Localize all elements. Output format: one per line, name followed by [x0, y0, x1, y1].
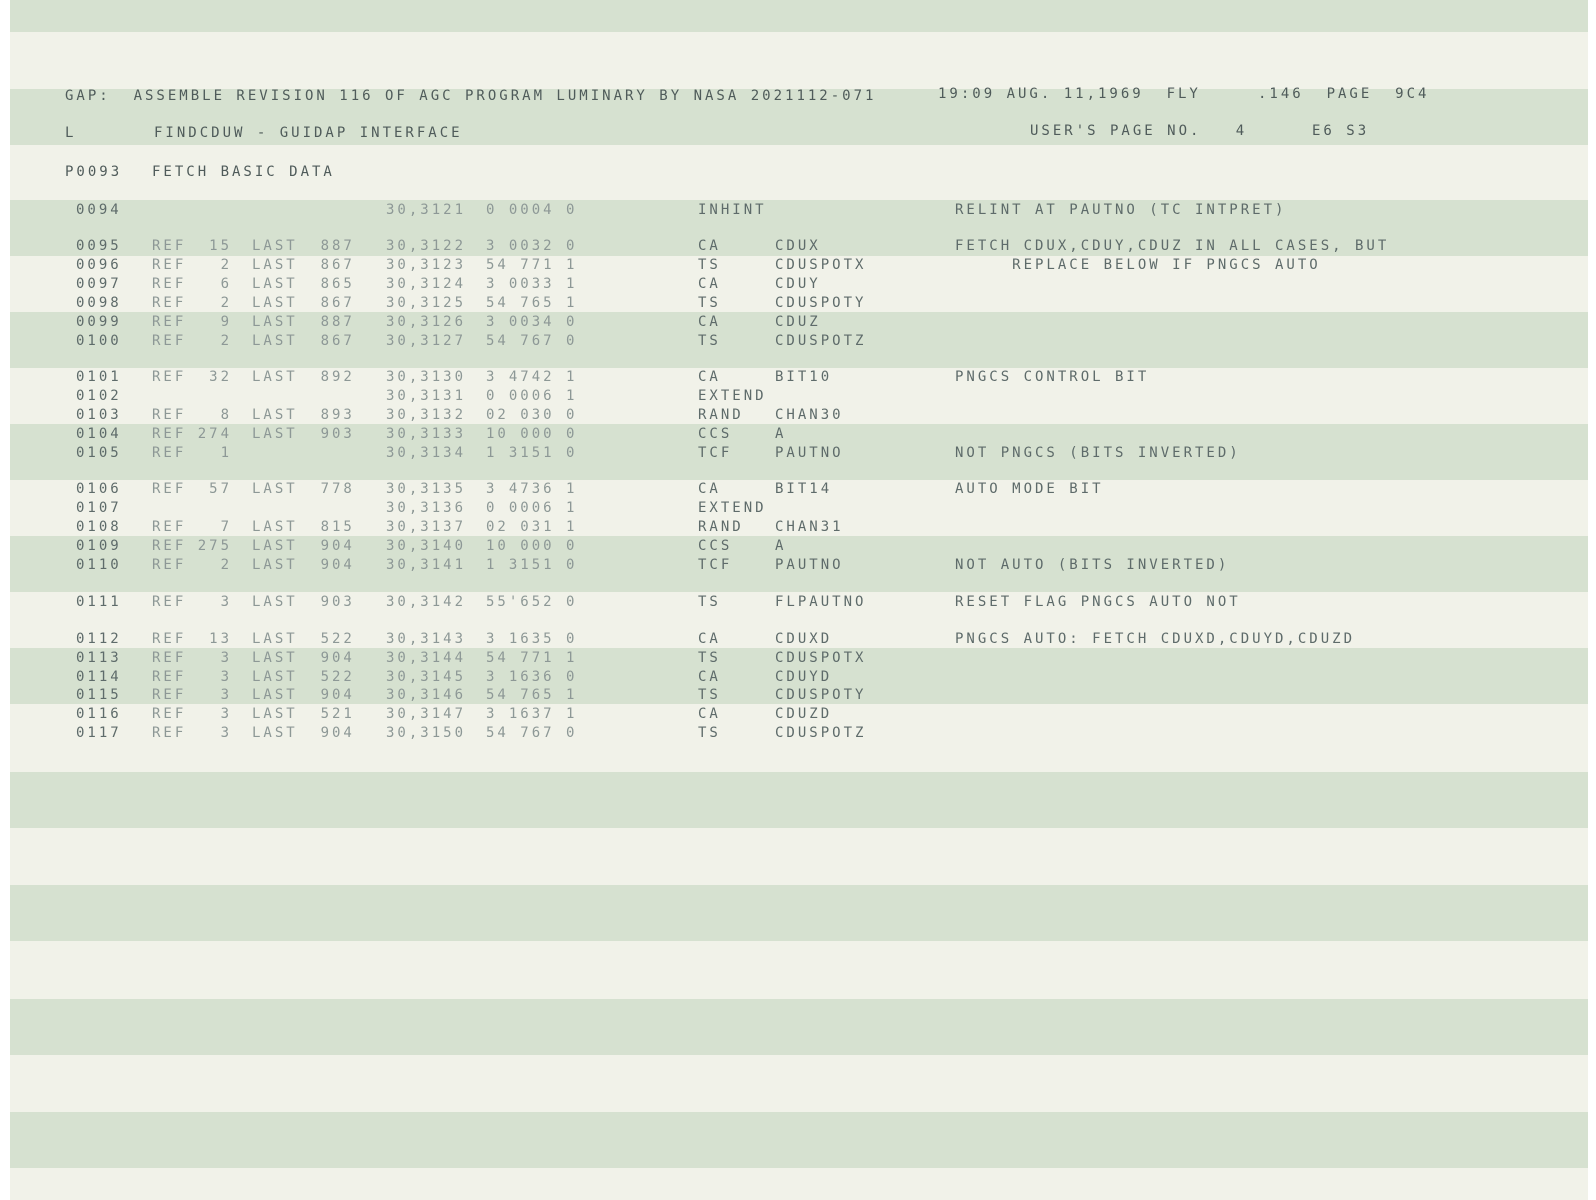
octal-word: 3 4736 1	[486, 481, 578, 497]
operand: CDUXD	[775, 631, 833, 647]
line-number: 0104	[76, 426, 122, 442]
octal-word: 54 771 1	[486, 257, 578, 273]
octal-word: 02 031 1	[486, 519, 578, 535]
ref-count: REF 274	[152, 426, 233, 442]
page-code: E6 S3	[1312, 123, 1370, 139]
address: 30,3134	[386, 445, 467, 461]
assembly-header: GAP: ASSEMBLE REVISION 116 OF AGC PROGRAM LUMINARY BY NASA 2021112-071	[65, 88, 877, 104]
octal-word: 0 0004 0	[486, 202, 578, 218]
opcode: INHINT	[698, 202, 767, 218]
users-page-number: USER'S PAGE NO. 4	[1030, 123, 1248, 139]
opcode: TS	[698, 650, 721, 666]
section-number: P0093	[65, 164, 123, 180]
operand: CDUYD	[775, 669, 833, 685]
line-number: 0100	[76, 333, 122, 349]
operand: CHAN30	[775, 407, 844, 423]
line-number: 0098	[76, 295, 122, 311]
comment: REPLACE BELOW IF PNGCS AUTO	[955, 257, 1321, 273]
operand: PAUTNO	[775, 557, 844, 573]
octal-word: 55'652 0	[486, 594, 578, 610]
ref-count: REF 1	[152, 445, 233, 461]
opcode: CA	[698, 669, 721, 685]
opcode: RAND	[698, 407, 744, 423]
section-title: FETCH BASIC DATA	[152, 164, 335, 180]
last-ref: LAST 778	[252, 481, 355, 497]
octal-word: 0 0006 1	[486, 500, 578, 516]
opcode: RAND	[698, 519, 744, 535]
ref-count: REF 3	[152, 650, 233, 666]
address: 30,3132	[386, 407, 467, 423]
opcode: TCF	[698, 445, 733, 461]
octal-word: 54 771 1	[486, 650, 578, 666]
address: 30,3140	[386, 538, 467, 554]
last-ref: LAST 903	[252, 594, 355, 610]
line-number: 0111	[76, 594, 122, 610]
last-ref: LAST 867	[252, 257, 355, 273]
octal-word: 3 0033 1	[486, 276, 578, 292]
line-number: 0113	[76, 650, 122, 666]
operand: FLPAUTNO	[775, 594, 867, 610]
comment: NOT AUTO (BITS INVERTED)	[955, 557, 1230, 573]
last-ref: LAST 904	[252, 650, 355, 666]
opcode: TS	[698, 687, 721, 703]
line-number: 0101	[76, 369, 122, 385]
opcode: CCS	[698, 538, 733, 554]
opcode: TCF	[698, 557, 733, 573]
octal-word: 54 767 0	[486, 333, 578, 349]
line-number: 0095	[76, 238, 122, 254]
address: 30,3133	[386, 426, 467, 442]
octal-word: 3 0032 0	[486, 238, 578, 254]
line-number: 0099	[76, 314, 122, 330]
operand: CDUZ	[775, 314, 821, 330]
last-ref: LAST 867	[252, 295, 355, 311]
ref-count: REF 32	[152, 369, 233, 385]
line-number: 0094	[76, 202, 122, 218]
opcode: CA	[698, 481, 721, 497]
line-number: 0114	[76, 669, 122, 685]
address: 30,3122	[386, 238, 467, 254]
comment: PNGCS AUTO: FETCH CDUXD,CDUYD,CDUZD	[955, 631, 1356, 647]
address: 30,3137	[386, 519, 467, 535]
line-number: 0117	[76, 725, 122, 741]
octal-word: 54 765 1	[486, 687, 578, 703]
ref-count: REF 6	[152, 276, 233, 292]
last-ref: LAST 904	[252, 725, 355, 741]
ref-count: REF 2	[152, 557, 233, 573]
address: 30,3147	[386, 706, 467, 722]
operand: BIT10	[775, 369, 833, 385]
octal-word: 3 4742 1	[486, 369, 578, 385]
opcode: CA	[698, 314, 721, 330]
line-number: 0105	[76, 445, 122, 461]
last-ref: LAST 522	[252, 669, 355, 685]
last-ref: LAST 904	[252, 557, 355, 573]
operand: A	[775, 538, 787, 554]
ref-count: REF 13	[152, 631, 233, 647]
line-number: 0097	[76, 276, 122, 292]
operand: CDUSPOTX	[775, 650, 867, 666]
comment: NOT PNGCS (BITS INVERTED)	[955, 445, 1241, 461]
ref-count: REF 2	[152, 333, 233, 349]
octal-word: 54 767 0	[486, 725, 578, 741]
last-ref: LAST 521	[252, 706, 355, 722]
comment: RESET FLAG PNGCS AUTO NOT	[955, 594, 1241, 610]
opcode: CCS	[698, 426, 733, 442]
ref-count: REF 2	[152, 257, 233, 273]
opcode: CA	[698, 706, 721, 722]
opcode: EXTEND	[698, 388, 767, 404]
opcode: TS	[698, 594, 721, 610]
opcode: TS	[698, 333, 721, 349]
line-number: 0102	[76, 388, 122, 404]
octal-word: 10 000 0	[486, 538, 578, 554]
address: 30,3121	[386, 202, 467, 218]
address: 30,3123	[386, 257, 467, 273]
address: 30,3141	[386, 557, 467, 573]
line-number: 0108	[76, 519, 122, 535]
last-ref: LAST 892	[252, 369, 355, 385]
operand: CDUSPOTY	[775, 687, 867, 703]
operand: CDUSPOTZ	[775, 725, 867, 741]
last-ref: LAST 522	[252, 631, 355, 647]
address: 30,3135	[386, 481, 467, 497]
address: 30,3143	[386, 631, 467, 647]
octal-word: 02 030 0	[486, 407, 578, 423]
opcode: CA	[698, 238, 721, 254]
ref-count: REF 3	[152, 594, 233, 610]
last-ref: LAST 815	[252, 519, 355, 535]
operand: CDUSPOTZ	[775, 333, 867, 349]
octal-word: 10 000 0	[486, 426, 578, 442]
line-number: 0106	[76, 481, 122, 497]
octal-word: 3 1637 1	[486, 706, 578, 722]
opcode: CA	[698, 369, 721, 385]
octal-word: 1 3151 0	[486, 445, 578, 461]
last-ref: LAST 903	[252, 426, 355, 442]
line-number: 0109	[76, 538, 122, 554]
address: 30,3136	[386, 500, 467, 516]
opcode: CA	[698, 631, 721, 647]
ref-count: REF 9	[152, 314, 233, 330]
log-section-title: FINDCDUW - GUIDAP INTERFACE	[154, 125, 463, 141]
address: 30,3142	[386, 594, 467, 610]
ref-count: REF 3	[152, 669, 233, 685]
operand: CDUX	[775, 238, 821, 254]
ref-count: REF 275	[152, 538, 233, 554]
address: 30,3130	[386, 369, 467, 385]
operand: PAUTNO	[775, 445, 844, 461]
operand: CDUSPOTY	[775, 295, 867, 311]
ref-count: REF 57	[152, 481, 233, 497]
ref-count: REF 8	[152, 407, 233, 423]
address: 30,3124	[386, 276, 467, 292]
address: 30,3144	[386, 650, 467, 666]
line-number: 0110	[76, 557, 122, 573]
last-ref: LAST 904	[252, 687, 355, 703]
print-timestamp: 19:09 AUG. 11,1969 FLY .146 PAGE 9C4	[938, 86, 1430, 102]
address: 30,3146	[386, 687, 467, 703]
operand: CDUZD	[775, 706, 833, 722]
paper-band	[10, 1112, 1588, 1168]
last-ref: LAST 887	[252, 314, 355, 330]
comment: FETCH CDUX,CDUY,CDUZ IN ALL CASES, BUT	[955, 238, 1390, 254]
octal-word: 0 0006 1	[486, 388, 578, 404]
comment: RELINT AT PAUTNO (TC INTPRET)	[955, 202, 1287, 218]
paper-band	[10, 885, 1588, 941]
address: 30,3150	[386, 725, 467, 741]
last-ref: LAST 904	[252, 538, 355, 554]
comment: PNGCS CONTROL BIT	[955, 369, 1150, 385]
line-number: 0107	[76, 500, 122, 516]
ref-count: REF 3	[152, 687, 233, 703]
paper-band	[10, 999, 1588, 1055]
operand: CDUY	[775, 276, 821, 292]
opcode: TS	[698, 295, 721, 311]
paper-band	[10, 772, 1588, 828]
octal-word: 3 1635 0	[486, 631, 578, 647]
ref-count: REF 7	[152, 519, 233, 535]
line-number: 0115	[76, 687, 122, 703]
ref-count: REF 15	[152, 238, 233, 254]
comment: AUTO MODE BIT	[955, 481, 1104, 497]
opcode: CA	[698, 276, 721, 292]
line-number: 0112	[76, 631, 122, 647]
operand: CHAN31	[775, 519, 844, 535]
ref-count: REF 3	[152, 706, 233, 722]
opcode: EXTEND	[698, 500, 767, 516]
octal-word: 54 765 1	[486, 295, 578, 311]
paper-band	[10, 0, 1588, 32]
line-number: 0096	[76, 257, 122, 273]
octal-word: 1 3151 0	[486, 557, 578, 573]
address: 30,3126	[386, 314, 467, 330]
printout-page	[10, 0, 1588, 1200]
address: 30,3131	[386, 388, 467, 404]
operand: BIT14	[775, 481, 833, 497]
last-ref: LAST 867	[252, 333, 355, 349]
opcode: TS	[698, 257, 721, 273]
operand: A	[775, 426, 787, 442]
line-number: 0103	[76, 407, 122, 423]
address: 30,3145	[386, 669, 467, 685]
ref-count: REF 3	[152, 725, 233, 741]
last-ref: LAST 893	[252, 407, 355, 423]
opcode: TS	[698, 725, 721, 741]
address: 30,3125	[386, 295, 467, 311]
last-ref: LAST 887	[252, 238, 355, 254]
log-section-letter: L	[65, 125, 77, 141]
address: 30,3127	[386, 333, 467, 349]
line-number: 0116	[76, 706, 122, 722]
octal-word: 3 1636 0	[486, 669, 578, 685]
last-ref: LAST 865	[252, 276, 355, 292]
ref-count: REF 2	[152, 295, 233, 311]
operand: CDUSPOTX	[775, 257, 867, 273]
octal-word: 3 0034 0	[486, 314, 578, 330]
